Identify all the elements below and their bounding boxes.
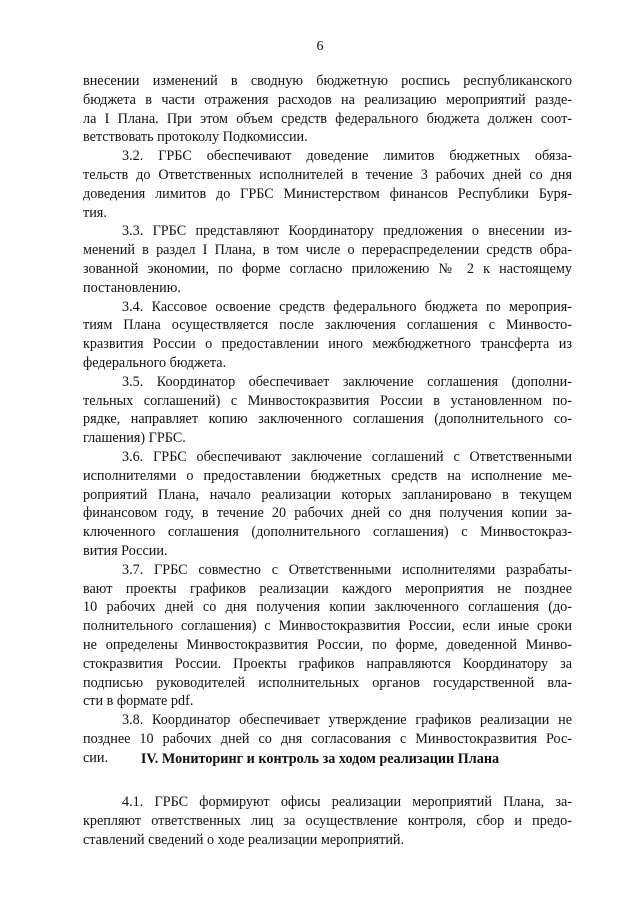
text-line: 3.8. Координатор обеспечивает утверждение графиков реализации не [122,712,572,729]
text-line: тельств до Ответственных исполнителей в течение 3 рабочих дней со дня [83,166,572,183]
text-line: сти в формате pdf. [83,693,194,710]
text-line: зованной экономии, по форме согласно приложению № 2 к настоящему [83,260,572,277]
paragraph-3-5 [83,373,572,448]
text-line: бюджета в части отражения расходов на реализацию мероприятий разде- [83,91,572,108]
text-line: крепляют ответственных лиц за осуществление контроля, сбор и предо- [83,812,572,829]
text-line: 3.4. Кассовое освоение средств федерального бюджета по мероприя- [122,298,572,315]
section-heading: IV. Мониторинг и контроль за ходом реализации Плана [140,751,500,767]
text-line: полнительного соглашения) с Минвостокразвития России, если иные сроки [83,618,572,635]
text-line: стокразвития России. Проекты графиков направляются Координатору за [83,655,572,672]
text-line: тельных соглашений) с Минвостокразвития России в установленном по- [83,392,572,409]
text-line: ключенного соглашения (дополнительного соглашения) с Минвостокраз- [83,524,572,541]
text-line: позднее 10 рабочих дней со дня согласования с Минвостокразвития Рос- [83,730,572,747]
text-line: федерального бюджета. [83,354,227,371]
text-line: глашения) ГРБС. [83,430,186,447]
text-line: вития России. [83,542,168,559]
paragraph-3-4 [83,298,572,373]
text-line: ветствовать протоколу Подкомиссии. [83,129,308,146]
text-line: 3.3. ГРБС представляют Координатору предложения о внесении из- [122,223,572,240]
text-line: 3.2. ГРБС обеспечивают доведение лимитов бюджетных обяза- [122,148,572,165]
text-line: сии. [83,749,109,766]
text-line: тиям Плана осуществляется после заключения соглашения с Минвосто- [83,317,572,334]
text-line: вают проекты графиков реализации каждого мероприятия не позднее [83,580,572,597]
paragraph-3-2 [83,147,572,222]
text-line: 3.7. ГРБС совместно с Ответственными исполнителями разрабаты- [122,561,572,578]
text-line: внесении изменений в сводную бюджетную роспись республиканского [83,73,572,89]
paragraph-3-7 [83,561,572,711]
text-line: ставлений сведений о ходе реализации мероприятий. [83,831,405,848]
text-line: 10 рабочих дней со дня получения копии заключенного соглашения (до- [83,599,572,616]
text-line: тия. [83,204,107,221]
text-line: 4.1. ГРБС формируют офисы реализации мероприятий Плана, за- [122,794,572,810]
paragraph-3-3 [83,222,572,297]
section-body-text [83,793,572,849]
text-line: подписью руководителей исполнительных органов государственной вла- [83,674,572,691]
text-line: 3.5. Координатор обеспечивает заключение соглашения (дополни- [122,373,572,390]
text-line: исполнителями о предоставлении бюджетных средств на исполнение ме- [83,467,572,484]
text-line: 3.6. ГРБС обеспечивают заключение соглашений с Ответственными [122,448,572,465]
text-line: кразвития России о предоставлении иного межбюджетного трансферта из [83,336,572,353]
text-line: менений в раздел I Плана, в том числе о перераспределении средств обра- [83,242,572,259]
text-line: рядке, направляет копию заключенного соглашения (дополнительного со- [83,411,572,428]
text-line: финансовом году, в течение 20 рабочих дней со дня получения копии за- [83,505,572,522]
paragraph-4-1 [83,793,572,849]
text-line: ла I Плана. При этом объем средств федерального бюджета должен соот- [83,110,572,127]
text-line: не определены Минвостокразвития России, по форме, доведенной Минво- [83,636,572,653]
body-text [83,72,572,767]
paragraph-3-6 [83,448,572,561]
paragraph [83,72,572,147]
page-number: 6 [316,39,324,54]
text-line: постановлению. [83,279,181,296]
text-line: роприятий Плана, начало реализации которых запланировано в текущем [83,486,572,503]
text-line: доведения лимитов до ГРБС Министерством финансов Республики Буря- [83,185,572,202]
